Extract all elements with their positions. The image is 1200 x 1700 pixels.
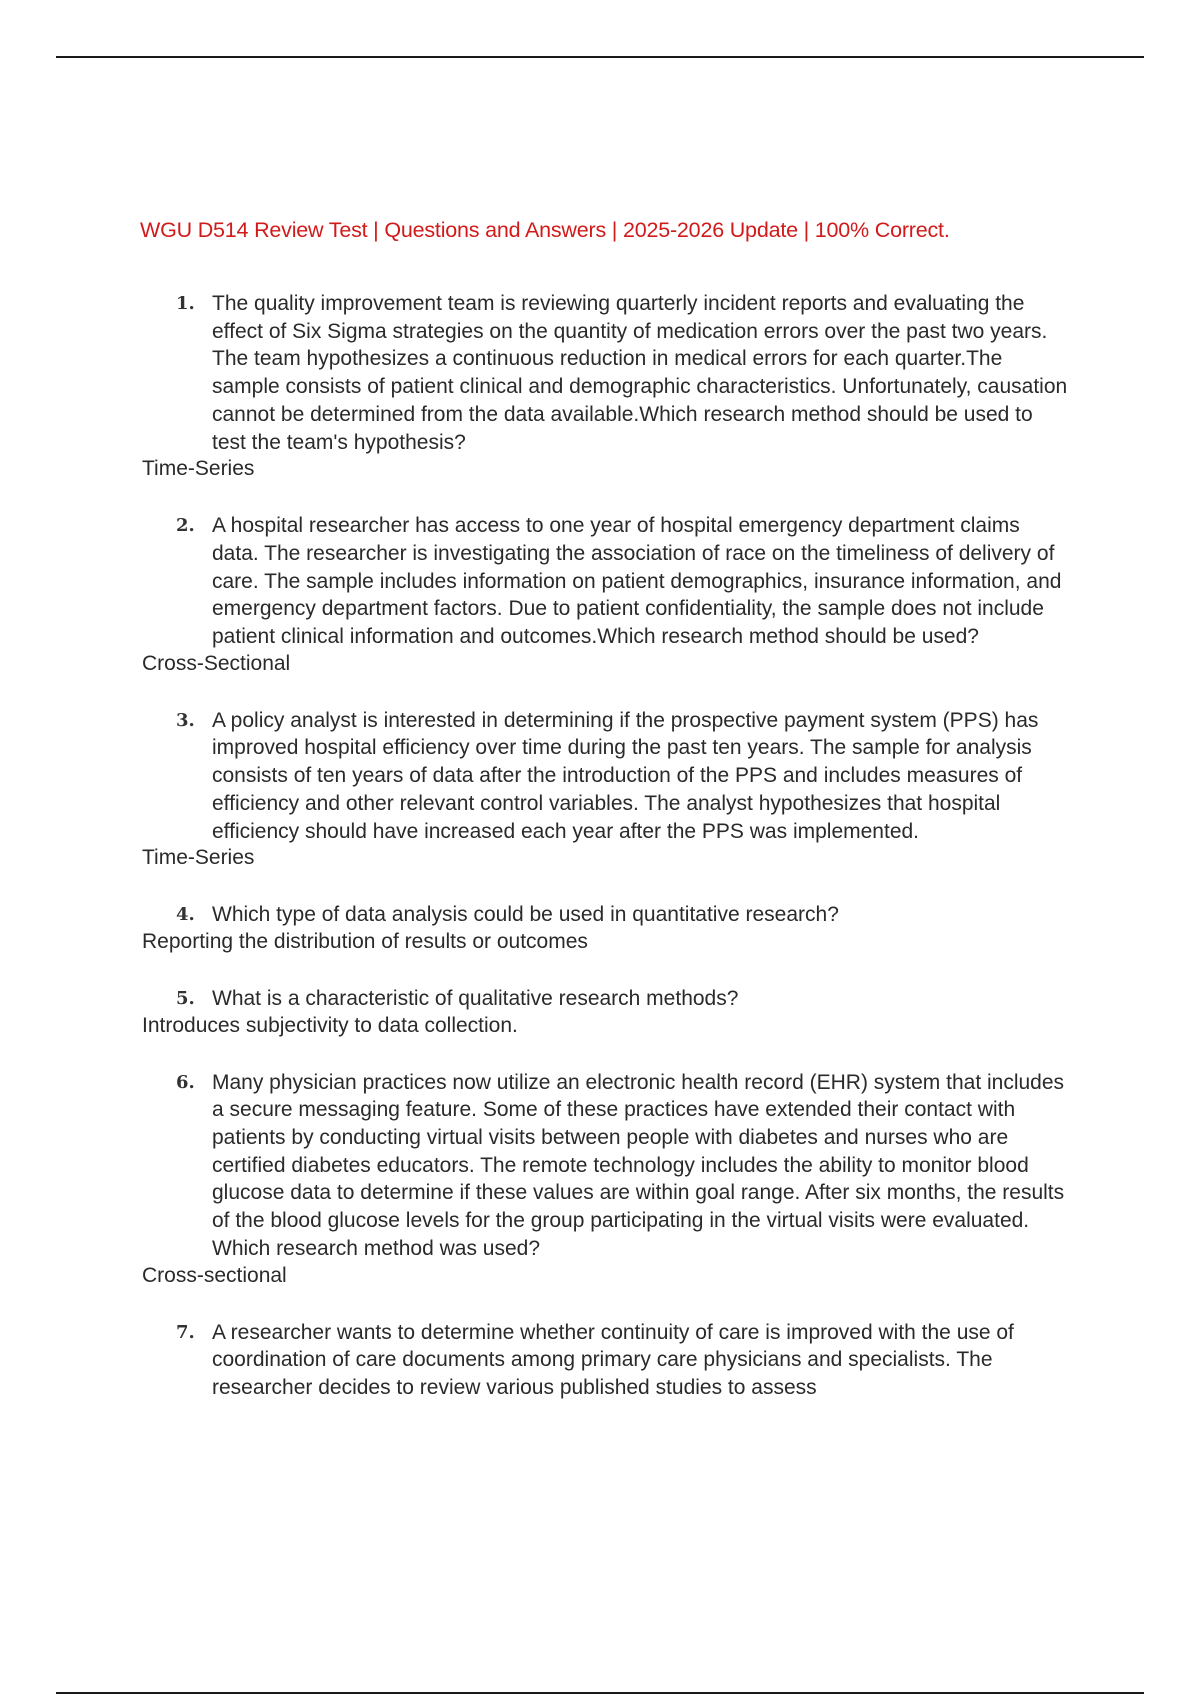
qa-item-6 bbox=[142, 1069, 1072, 1289]
question-4 bbox=[142, 901, 1072, 929]
question-2 bbox=[142, 512, 1072, 651]
qa-item-7 bbox=[142, 1319, 1072, 1402]
question-number: 5. bbox=[176, 987, 195, 1009]
question-number: 3. bbox=[176, 709, 195, 731]
answer-6: Cross-sectional bbox=[142, 1263, 287, 1287]
question-text: The quality improvement team is reviewing quarterly incident reports and evaluating the effect of Six Sigma strategies on the quantity of medication errors over the past two years. The team hypothesizes a continuous reduction in medical errors for each quarter.The sample consists of patient clinical and demographic characteristics. Unfortunately, causation cannot be determined from the data available.Which research method should be used to test the team's hypothesis? bbox=[212, 292, 1068, 454]
question-1 bbox=[142, 290, 1072, 456]
question-text: Which type of data analysis could be used in quantitative research? bbox=[212, 903, 839, 927]
qa-item-5 bbox=[142, 985, 1072, 1039]
question-number: 7. bbox=[176, 1321, 195, 1343]
qa-item-3 bbox=[142, 707, 1072, 872]
question-list bbox=[142, 290, 1072, 1432]
qa-item-4 bbox=[142, 901, 1072, 955]
answer-3: Time-Series bbox=[142, 846, 255, 870]
question-number: 4. bbox=[176, 904, 195, 926]
document-title: WGU D514 Review Test | Questions and Answers | 2025-2026 Update | 100% Correct. bbox=[140, 218, 950, 242]
question-7 bbox=[142, 1319, 1072, 1402]
question-5 bbox=[142, 985, 1072, 1013]
bottom-rule bbox=[56, 1692, 1144, 1694]
qa-item-1 bbox=[142, 290, 1072, 482]
answer-4: Reporting the distribution of results or outcomes bbox=[142, 929, 588, 953]
answer-1: Time-Series bbox=[142, 457, 255, 481]
question-3 bbox=[142, 707, 1072, 846]
question-text: What is a characteristic of qualitative research methods? bbox=[212, 986, 739, 1010]
question-6 bbox=[142, 1069, 1072, 1263]
qa-item-2 bbox=[142, 512, 1072, 677]
question-text: A researcher wants to determine whether continuity of care is improved with the use of coordination of care documents among primary care physicians and specialists. The researcher decides to review various published studies to assess bbox=[212, 1320, 1014, 1399]
question-text: A hospital researcher has access to one year of hospital emergency department claims data. The researcher is investigating the association of race on the timeliness of delivery of care. The sample includes information on patient demographics, insurance information, and emergency department factors. Due to patient confidentiality, the sample does not include patient clinical information and outcomes.Which research method should be used? bbox=[212, 514, 1062, 649]
top-rule bbox=[56, 56, 1144, 58]
answer-2: Cross-Sectional bbox=[142, 651, 291, 675]
answer-5: Introduces subjectivity to data collection. bbox=[142, 1013, 518, 1037]
question-number: 1. bbox=[176, 293, 195, 314]
question-number: 2. bbox=[176, 515, 195, 537]
question-number: 6. bbox=[176, 1071, 195, 1093]
question-text: A policy analyst is interested in determining if the prospective payment system (PPS) has improved hospital efficiency over time during the past ten years. The sample for analysis consists of ten years of data after the introduction of the PPS and includes measures of efficiency and other relevant control variables. The analyst hypothesizes that hospital efficiency should have increased each year after the PPS was implemented. bbox=[212, 708, 1039, 843]
question-text: Many physician practices now utilize an electronic health record (EHR) system that includes a secure messaging feature. Some of these practices have extended their contact with patients by conducting virtual visits between people with diabetes and nurses who are certified diabetes educators. The remote technology includes the ability to monitor blood glucose data to determine if these values are within goal range. After six months, the results of the blood glucose levels for the group participating in the virtual visits were evaluated. Which research method was used? bbox=[212, 1070, 1065, 1260]
